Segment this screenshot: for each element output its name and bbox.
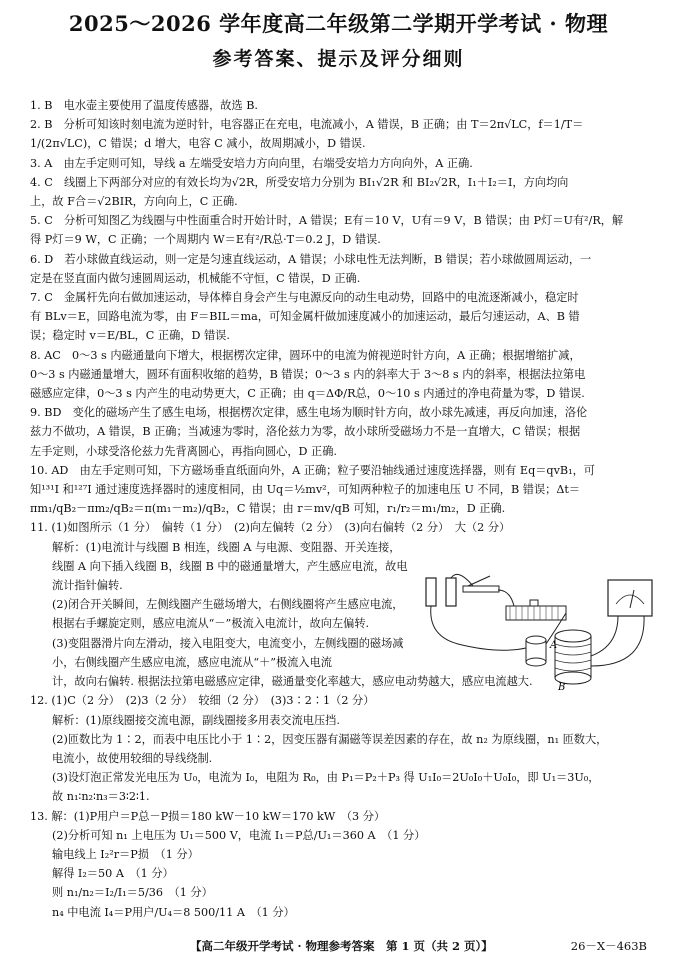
coil-a-icon bbox=[526, 636, 546, 666]
answer-8-line2: 0～3 s 内磁通量增大，圆环有面积收缩的趋势，B 错误；0～3 s 内的斜率大于 3～8 s 内的斜率，根据法拉第电 bbox=[30, 367, 586, 381]
answer-7-line1: 7. C 金属杆先向右做加速运动，导体棒自身会产生与电源反向的动生电动势，回路中的电流逐渐减小，稳定时 bbox=[30, 291, 579, 305]
answer-13-l3: 输电线上 I₂²r＝P损 （1 分） bbox=[52, 847, 199, 861]
answer-1: 1. B 电水壶主要使用了温度传感器，故选 B. bbox=[30, 99, 258, 112]
answer-8-line3: 磁感应定律，0～3 s 内产生的电动势更大，C 正确；由 q＝ΔΦ/R总，0～10 s 内通过的净电荷量为零，D 错误. bbox=[30, 387, 585, 401]
answer-13-l6: n₄ 中电流 I₄＝P用户/U₄＝8 500/11 A （1 分） bbox=[52, 905, 295, 919]
answer-8-line1: 8. AC 0～3 s 内磁通量向下增大，根据楞次定律，圆环中的电流为俯视逆时针方向，A 正确；根据增缩扩减， bbox=[30, 348, 581, 362]
label-a: A bbox=[550, 640, 558, 651]
answer-list bbox=[30, 96, 655, 922]
footer-code: 26－X－463B bbox=[570, 939, 647, 953]
answer-12-p3a: (3)设灯泡正常发光电压为 U₀，电流为 I₀，电阻为 R₀，由 P₁＝P₂＋P₃ 得 U₁I₀＝2U₀I₀＋U₀I₀，即 U₁＝3U₀， bbox=[52, 771, 600, 785]
footer-center: 【高二年级开学考试 · 物理参考答案 第 1 页（共 2 页）】 bbox=[190, 939, 493, 953]
answer-13-l4: 解得 I₂＝50 A （1 分） bbox=[52, 867, 174, 881]
answer-12-p1: 解析：(1)原线圈接交流电源，副线圈接多用表交流电压挡. bbox=[52, 713, 340, 727]
answer-11-p1: 解析：(1)电流计与线圈 B 相连，线圈 A 与电源、变阻器、开关连接，线圈 A 向下插入线圈 B，线圈 B 中的磁通量增大，产生感应电流，故电流计指针偏转. bbox=[52, 540, 408, 593]
answer-5-line1: 5. C 分析可知图乙为线圈与中性面重合时开始计时，A 错误；E有＝10 V，U有＝9 V，B 错误；由 P灯＝U有²/R，解 bbox=[30, 214, 624, 228]
battery-icon bbox=[426, 578, 456, 606]
page-subtitle: 参考答案、提示及评分细则 bbox=[212, 48, 465, 70]
rheostat-icon bbox=[506, 600, 566, 620]
answer-11-p3a: (3)变阻器滑片向左滑动，接入电阻变大，电流变小，左侧线圈的磁场减小，右侧线圈产生感应电流，感应电流从“＋”极流入电流 bbox=[52, 636, 404, 669]
page-title: 2025～2026 学年度高二年级第二学期开学考试 · 物理 bbox=[68, 11, 609, 36]
answer-13-line1: 13. 解：(1)P用户＝P总－P损＝180 kW－10 kW＝170 kW （3 分） bbox=[30, 809, 386, 823]
answer-9-line2: 兹力不做功，A 错误，B 正确；当减速为零时，洛伦兹力为零，故小球所受磁场力不是一直增大，C 错误；根据 bbox=[30, 425, 581, 439]
answer-9-line1: 9. BD 变化的磁场产生了感生电场，根据楞次定律，感生电场为顺时针方向，故小球先减速，再反向加速，洛伦 bbox=[30, 406, 588, 420]
coil-b-icon bbox=[555, 630, 591, 684]
answer-9-line3: 左手定则，小球受洛伦兹力先背离圆心，再指向圆心，D 正确. bbox=[30, 444, 337, 458]
switch-icon bbox=[463, 576, 499, 592]
answer-4-line1: 4. C 线圈上下两部分对应的有效长均为√2R，所受安培力分别为 BI₁√2R 和 BI₂√2R，I₁＋I₂＝I，方向均向 bbox=[30, 175, 569, 189]
answer-12-p2a: (2)匝数比为 1∶2，而表中电压比小于 1∶2，因变压器有漏磁等误差因素的存在，故 n₂ 为原线圈，n₁ 匝数大， bbox=[52, 732, 608, 746]
answer-11-analysis bbox=[30, 538, 410, 672]
answer-11-p3b: 计，故向右偏转. 根据法拉第电磁感应定律，磁通量变化率越大，感应电动势越大，感应电流越大. bbox=[52, 675, 533, 689]
answer-12-p2b: 电流小，故使用较细的导线绕制. bbox=[52, 751, 213, 765]
answer-2-line1: 2. B 分析可知该时刻电流为逆时针，电容器正在充电，电流减小，A 错误，B 正确；由 T＝2π√LC，f＝1/T＝ bbox=[30, 118, 584, 132]
circuit-figure bbox=[418, 566, 658, 696]
galvanometer-icon bbox=[608, 580, 652, 616]
answer-11-line1: 11. (1)如图所示（1 分） 偏转（1 分） (2)向左偏转（2 分） (3)向右偏转（2 分） 大（2 分） bbox=[30, 521, 511, 535]
answer-5-line2: 得 P灯＝9 W，C 正确；一个周期内 W＝E有²/R总·T＝0.2 J，D 错误. bbox=[30, 233, 381, 247]
label-b: B bbox=[558, 682, 566, 693]
answer-7-line2: 有 BLv＝E，回路电流为零，由 F＝BIL＝ma，可知金属杆做加速度减小的加速运动，最后匀速运动，A、B 错 bbox=[30, 310, 580, 324]
answer-6-line2: 定是在竖直面内做匀速圆周运动，机械能不守恒，C 错误，D 正确. bbox=[30, 271, 361, 285]
answer-10-line2: 知¹³¹I 和¹²⁷I 通过速度选择器时的速度相同，由 Uq＝½mv²，可知两种粒子的加速电压 U 不同，B 错误；Δt＝ bbox=[30, 483, 581, 497]
answer-4-line2: 上，故 F合＝√2BIR，方向向上，C 正确. bbox=[30, 195, 238, 209]
answer-12-p3b: 故 n₁∶n₂∶n₃＝3∶2∶1. bbox=[52, 790, 150, 804]
answer-2-line2: 1/(2π√LC)，C 错误；d 增大，电容 C 减小，故周期减小，D 错误. bbox=[30, 137, 366, 151]
answer-12-line1: 12. (1)C（2 分） (2)3（2 分） 较细（2 分） (3)3∶2∶1（2 分） bbox=[30, 694, 375, 708]
answer-6-line1: 6. D 若小球做直线运动，则一定是匀速直线运动，A 错误；小球电性无法判断，B 错误；若小球做圆周运动，一 bbox=[30, 252, 592, 266]
answer-13-l2: (2)分析可知 n₁ 上电压为 U₁＝500 V，电流 I₁＝P总/U₁＝360 A （1 分） bbox=[52, 828, 426, 842]
answer-10-line3: πm₁/qB₂－πm₂/qB₂＝π(m₁－m₂)/qB₂，C 错误；由 r＝mv/qB 可知，r₁/r₂＝m₁/m₂，D 正确. bbox=[30, 502, 506, 516]
answer-3: 3. A 由左手定则可知，导线 a 左端受安培力方向向里，右端受安培力方向向外，A 正确. bbox=[30, 156, 473, 170]
answer-7-line3: 误；稳定时 v＝E/BL，C 正确，D 错误. bbox=[30, 329, 230, 343]
answer-11-p2: (2)闭合开关瞬间，左侧线圈产生磁场增大，右侧线圈将产生感应电流，根据右手螺旋定则，感应电流从“－”极流入电流计，故向左偏转. bbox=[52, 598, 404, 631]
answer-13-l5: 则 n₁/n₂＝I₂/I₁＝5/36 （1 分） bbox=[52, 886, 213, 900]
answer-10-line1: 10. AD 由左手定则可知，下方磁场垂直纸面向外，A 正确；粒子要沿轴线通过速度选择器，则有 Eq＝qvB₁，可 bbox=[30, 463, 595, 477]
